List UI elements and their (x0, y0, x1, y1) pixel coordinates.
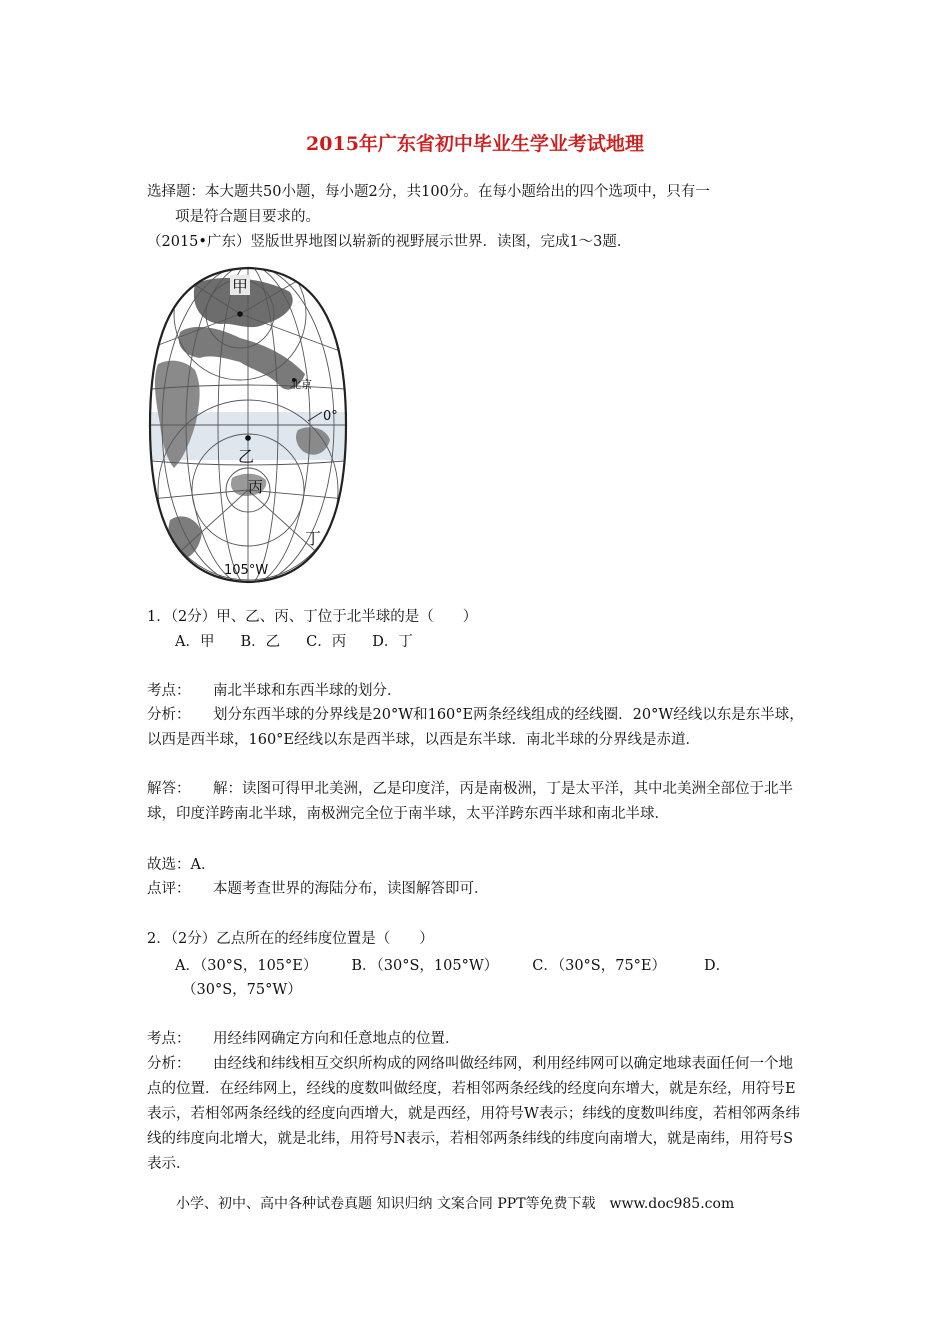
q1-stem: 1．（2分）甲、乙、丙、丁位于北半球的是（ ） (147, 609, 478, 625)
world-map-figure (140, 262, 356, 588)
dianping-text: 本题考查世界的海陆分布，读图解答即可． (213, 881, 489, 897)
q1-options (175, 632, 439, 652)
page-footer: 小学、初中、高中各种试卷真题 知识归纳 文案合同 PPT等免费下载 www.doc985.com (176, 1196, 735, 1212)
kaodian-label: 考点： (147, 1031, 191, 1047)
fenxi-text: 由经线和纬线相互交织所构成的网络叫做经纬网，利用经纬网可以确定地球表面任何一个地点的位置．在经纬网上，经线的度数叫做经度，若相邻两条经线的经度向东增大，就是东经，用符号E表示，若相邻两条经线的经度向西增大，就是西经，用符号W表示；纬线的度数叫纬度，若相邻两条纬线的纬度向北增大，就是北纬，用符号N表示，若相邻两条纬线的纬度向南增大，就是南纬，用符号S表示． (147, 1056, 800, 1172)
jieda-label: 解答： (147, 781, 191, 797)
q1-option-b[interactable]: B．乙 (240, 634, 281, 650)
q2-option-c[interactable]: C．（30°S，75°E） (532, 958, 667, 974)
q1-answer: 故选：A． (147, 857, 216, 873)
label-ding: 丁 (305, 529, 322, 548)
label-jia: 甲 (232, 277, 249, 296)
q2-options (175, 956, 756, 976)
q1-fenxi (147, 703, 807, 753)
q2-option-b[interactable]: B．（30°S，105°W） (351, 958, 499, 974)
fenxi-label: 分析： (147, 1056, 191, 1072)
q1-option-a[interactable]: A．甲 (175, 634, 215, 650)
label-equator: 0° (323, 409, 338, 424)
q2-kaodian (147, 1027, 807, 1052)
label-beijing: 北京 (290, 378, 312, 391)
label-longitude: 105°W (224, 563, 269, 578)
jieda-text: 解：读图可得甲北美洲，乙是印度洋，丙是南极洲，丁是太平洋，其中北美洲全部位于北半球，印度洋跨南北半球，南极洲完全位于南半球，太平洋跨东西半球和南北半球． (147, 781, 793, 822)
q2-fenxi (147, 1052, 807, 1177)
fenxi-text: 划分东西半球的分界线是20°W和160°E两条经线组成的经线圈．20°W经线以东是东半球，以西是西半球，160°E经线以东是西半球，以西是东半球．南北半球的分界线是赤道． (147, 707, 804, 748)
page-title: 2015年广东省初中毕业生学业考试地理 (306, 133, 644, 155)
q2-option-d[interactable]: D． (704, 958, 731, 974)
fenxi-label: 分析： (147, 707, 191, 723)
q2-stem: 2．（2分）乙点所在的经纬度位置是（ ） (147, 931, 434, 947)
q2-option-d-cont[interactable]: （30°S，75°W） (182, 982, 302, 998)
kaodian-text: 南北半球和东西半球的划分． (213, 683, 402, 699)
kaodian-label: 考点： (147, 683, 191, 699)
kaodian-text: 用经纬网确定方向和任意地点的位置． (213, 1031, 460, 1047)
point-yi (245, 435, 251, 441)
q1-jieda (147, 777, 807, 827)
question-source: （2015•广东）竖版世界地图以崭新的视野展示世界．读图，完成1～3题． (147, 234, 632, 250)
instruction-line-1: 选择题：本大题共50小题，每小题2分，共100分。在每小题给出的四个选项中，只有一 (147, 184, 710, 200)
q1-kaodian (147, 679, 807, 704)
q1-option-c[interactable]: C．丙 (306, 634, 347, 650)
label-yi: 乙 (238, 447, 255, 466)
instruction-line-2: 项是符合题目要求的。 (175, 209, 320, 225)
q2-option-a[interactable]: A．（30°S，105°E） (175, 958, 318, 974)
north-pole-point (237, 311, 243, 317)
q1-option-d[interactable]: D．丁 (372, 634, 413, 650)
label-bing: 丙 (248, 478, 264, 496)
dianping-label: 点评： (147, 881, 191, 897)
q1-dianping (147, 877, 807, 902)
